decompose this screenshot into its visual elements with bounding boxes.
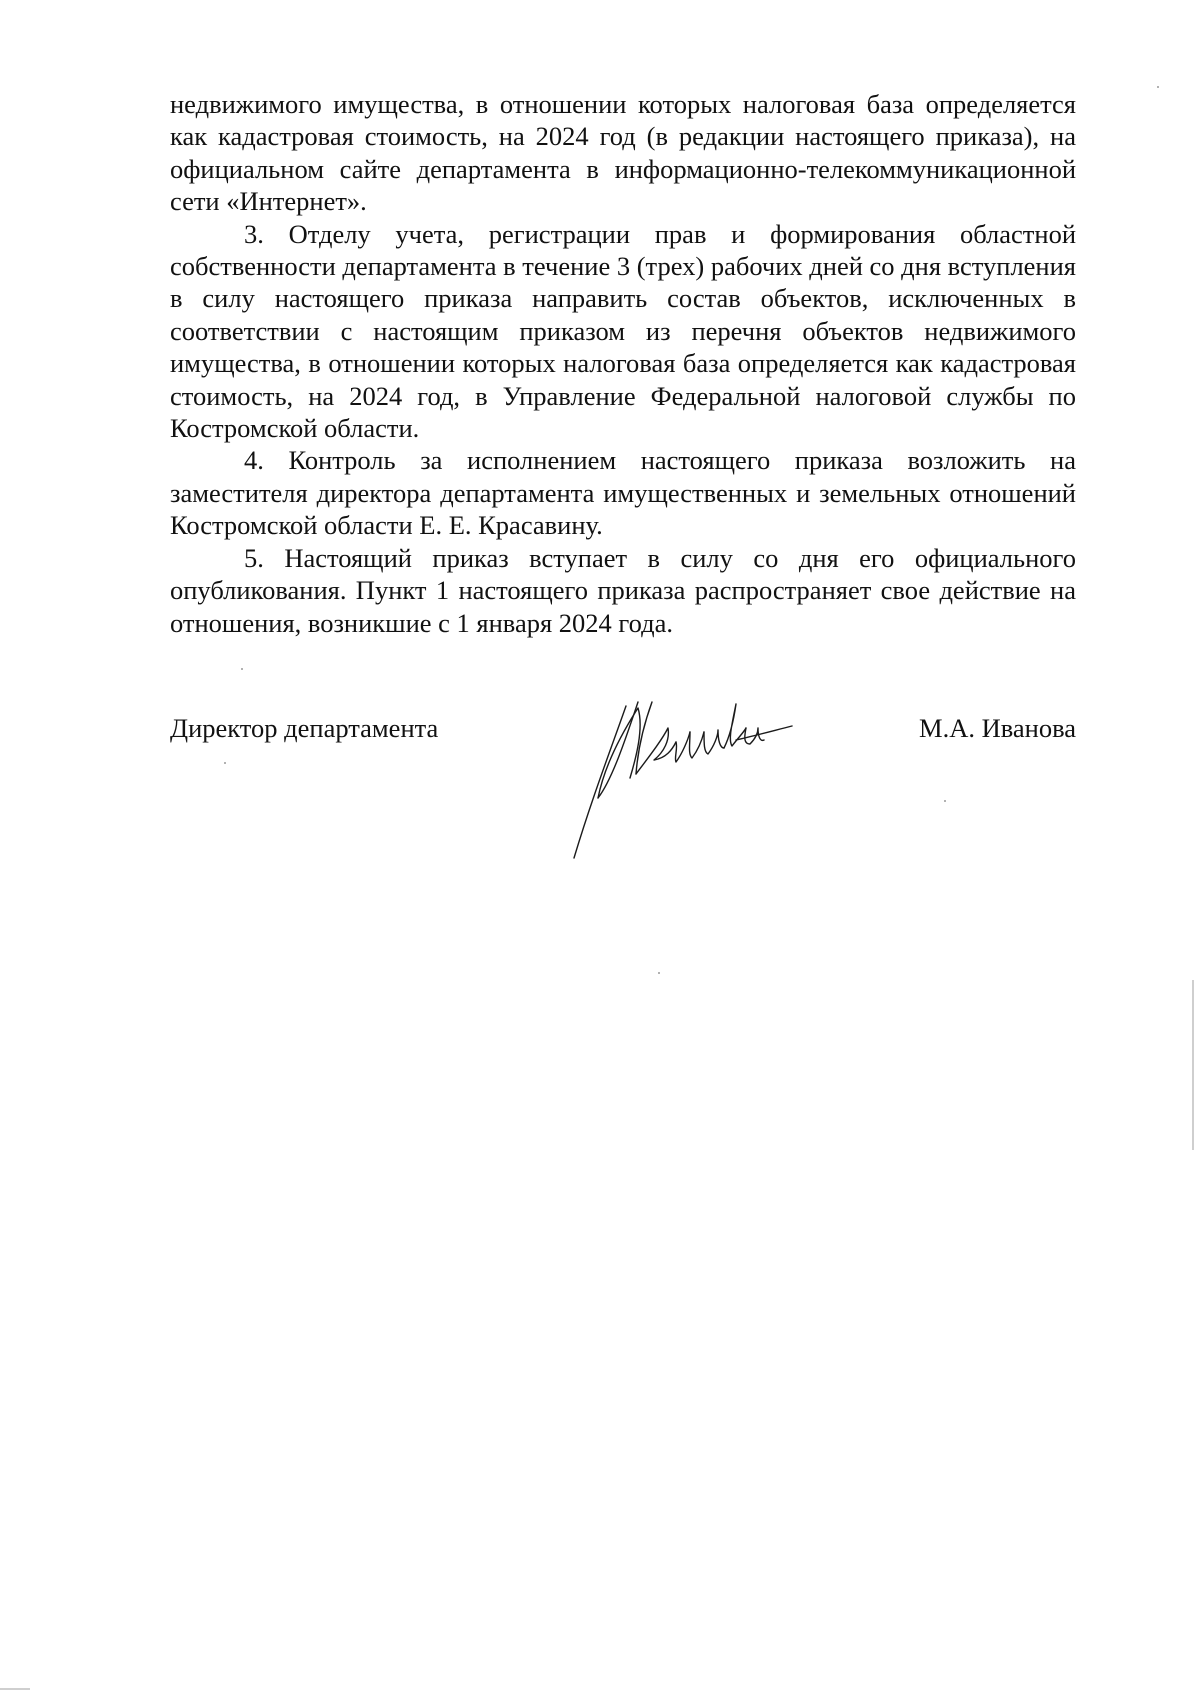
scan-speck xyxy=(1157,86,1159,88)
scan-speck xyxy=(224,762,226,764)
scan-edge-mark xyxy=(1192,980,1194,1150)
signatory-name: М.А. Иванова xyxy=(919,713,1076,743)
signatory-position: Директор департамента xyxy=(170,713,439,743)
paragraph-item-3: 3. Отделу учета, регистрации прав и формирования областной собственности департамента в течение 3 (трех) рабочих дней со дня вступления в силу настоящего приказа направить состав объектов, исключенных в соответствии с настоящим приказом из перечня объектов недвижимого имущества, в отношении которых налоговая база определяется как кадастровая стоимость, на 2024 год, в Управление Федеральной налоговой службы по Костромской области. xyxy=(170,218,1076,444)
scan-speck xyxy=(944,800,946,802)
scan-speck xyxy=(658,972,660,974)
scan-speck xyxy=(241,668,243,670)
paragraph-continuation: недвижимого имущества, в отношении которых налоговая база определяется как кадастровая стоимость, на 2024 год (в редакции настоящего приказа), на официальном сайте департамента в информационно-телекоммуникационной сети «Интернет». xyxy=(170,89,1076,217)
paragraph-item-4: 4. Контроль за исполнением настоящего приказа возложить на заместителя директора департамента имущественных и земельных отношений Костромской области Е. Е. Красавину. xyxy=(170,445,1076,541)
document-body xyxy=(170,88,1076,639)
paragraph-item-5: 5. Настоящий приказ вступает в силу со дня его официального опубликования. Пункт 1 настоящего приказа распространяет свое действие на отношения, возникшие с 1 января 2024 года. xyxy=(170,542,1076,638)
handwritten-signature xyxy=(540,688,800,868)
scan-edge-mark xyxy=(0,1688,30,1690)
